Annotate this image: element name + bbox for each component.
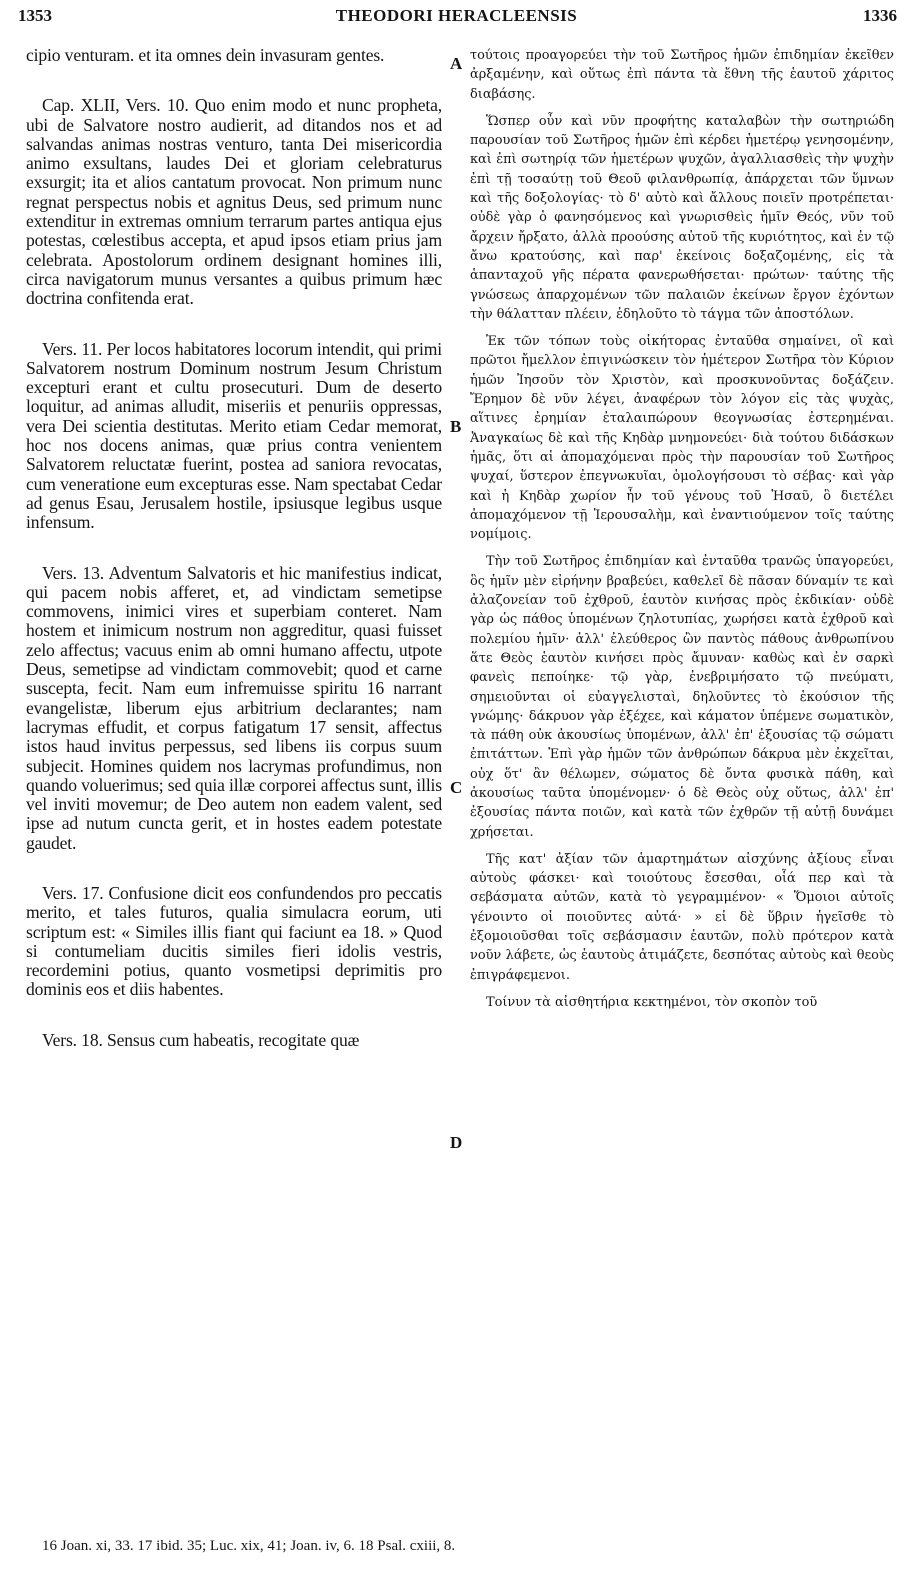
running-title: THEODORI HERACLEENSIS — [335, 6, 578, 25]
greek-paragraph: Τῆς κατ' ἀξίαν τῶν ἁμαρτημάτων αἰσχύνης ἀξίους εἶναι αὐτοὺς φάσκει· καὶ τοιούτους ἔσεσθαι, οἷά περ καὶ τὰ σεβάσματα αὐτῶν, κατὰ τὸ γεγραμμένον· « Ὅμοιοι αὐτοῖς γένοιντο οἱ ποιοῦντες αὐτά· » εἰ δὲ ὕβριν ἡγεῖσθε τὸ ἐξομοιοῦσθαι τοῖς σεβάσμασιν ἑαυτῶν, πολὺ πρότερον κατὰ νοῦν λάβετε, ὡς ἑαυτοὺς ἀτιμάζετε, δεσπότας αὐτοὺς καὶ θεοὺς ἐπιγράφεμενοι. — [470, 851, 894, 983]
latin-paragraph: Vers. 11. Per locos habitatores locorum intendit, qui primi Salvatorem nostrum Dominum nostrum Jesum Christum excepturi erant et cultu prosecuturi. Dum de deserto loquitur, ad animas alludit, miseriis et penuriis oppressas, vera Dei scientia destitutas. Merito etiam Cedar memorat, hoc nos docens animas, quæ prius contra venientem Salvatorem reluctatæ fuerint, postea ad saniora revocatas, cum veneratione eum excepturas esse. Nam spectabat Cedar ad genus Esau, Jerusalem hostile, ipsiusque legibus usque infensum. — [26, 338, 442, 533]
footnotes: 16 Joan. xi, 33. 17 ibid. 35; Luc. xix, 41; Joan. iv, 6. 18 Psal. cxiii, 8. — [42, 1538, 456, 1554]
margin-letter-d: D — [450, 1133, 463, 1152]
margin-letter-b: B — [450, 417, 462, 436]
greek-column — [470, 46, 894, 1012]
page-number-left: 1353 — [18, 6, 52, 25]
page-number-right: 1336 — [863, 6, 897, 25]
latin-paragraph: Vers. 17. Confusione dicit eos confundendos pro peccatis merito, et tales futuros, qualia simulacra eorum, uti scriptum est: « Similes illis fiant qui faciunt ea 18. » Quod si contumeliam ducitis similes fieri idolis vestris, recordemini potius, quanto vosmetipsi deprimitis pro dominis eos et diis habentes. — [26, 882, 442, 1000]
greek-paragraph: Ἐκ τῶν τόπων τοὺς οἰκήτορας ἐνταῦθα σημαίνει, οἳ καὶ πρῶτοι ἤμελλον ἐπιγινώσκειν τὸν ἡμέτερον Σωτῆρα τὸν Κύριον ἡμῶν Ἰησοῦν τὸν Χριστὸν, καὶ προσκυνοῦντας δοξάζειν. Ἔρημον δὲ νῦν λέγει, ἀναφέρων τὸν λόγον εἰς τὰς ψυχὰς, αἵτινες ἐρημίαν ἐταλαιπώρουν θεογνωσίας ἐστερημέναι. Ἀναγκαίως δὲ καὶ τῆς Κηδὰρ μνημονεύει· διὰ τούτου διδάσκων ἡμᾶς, ὅτι αἱ ἀπομαχόμεναι πρὸς τὴν παρουσίαν τοῦ Σωτῆρος ψυχαί, ὕστερον ἐπεγνωκυῖαι, ὁμολογήσουσι τὸ σέβας· καὶ γὰρ καὶ ἡ Κηδὰρ χωρίον ἦν τοῦ γένους τοῦ Ἡσαῦ, ὃ διετέλει ἀπομαχόμενον τῇ Ἱερουσαλὴμ, καὶ ἐναντιούμενον τοῖς ταύτης νομίμοις. — [470, 334, 894, 543]
margin-letter-c: C — [450, 778, 463, 797]
latin-paragraph: Vers. 13. Adventum Salvatoris et hic manifestius indicat, qui pacem nobis afferet, et, ad vindictam semetipse commovens, inimici vires et superbiam conteret. Nam hostem et inimicum nostrum non aggreditur, quasi fuisset zelo affectus; vacuus enim ab omni humano affectu, utpote Deus, semetipse ad vindictam commovebit; quod et carne suscepta, fecit. Nam eum infremuisse spiritu 16 narrant evangelistæ, liberum ejus arbitrium declarantes; nam lacrymas effudit, et corpus fatigatum 17 sensit, affectus istos haud invitus perpessus, sed libens iis corpus suum subjecit. Homines quidem nos lacrymas profundimus, non quando voluerimus; sed quia illæ corporei affectus sunt, illis vel inviti movemur; de Deo autem non eadem valent, sed ipse ad nutum cuncta gerit, et in hostes eadem potestate gaudet. — [26, 562, 442, 853]
margin-letter-a: A — [450, 54, 463, 73]
latin-paragraph: Cap. XLII, Vers. 10. Quo enim modo et nunc propheta, ubi de Salvatore nostro audierit, ad ditandos nos et ad salvandas animas nostras venturo, tanta Dei misericordia animo exsultans, laudes Dei et gloriam celebraturus exsurgit; ita et alios cantatum provocat. Non primum nunc regnat perspectus nobis et agnitus Deus, sed primum nunc extenditur in extremas omnium terrarum partes antiqua ejus potestas, cœlestibus accepta, et apud ipsos etiam prius jam celebrata. Apostolorum ordinem designant homines illi, circa navigatorum munus versantes a quibus primum hæc doctrina confitenda erat. — [26, 95, 442, 309]
greek-paragraph: Τοίνυν τὰ αἰσθητήρια κεκτημένοι, τὸν σκοπὸν τοῦ — [486, 994, 818, 1010]
latin-column — [26, 46, 442, 1050]
greek-paragraph: Τὴν τοῦ Σωτῆρος ἐπιδημίαν καὶ ἐνταῦθα τρανῶς ὑπαγορεύει, ὃς ἡμῖν μὲν εἰρήνην βραβεύει, καθελεῖ δὲ πᾶσαν δύναμίν τε καὶ ἀλαζονείαν τοῦ ἐχθροῦ, ἑαυτὸν κινήσας πρὸς ἐκδικίαν· οὐδὲ γὰρ ὡς πάθος ὑπομένων ζηλοτυπίας, χωρήσει κατὰ ἐχθροῦ καὶ πολεμίου ἡμῖν· ἀλλ' ἐλεύθερος ὢν παντὸς πάθους ἀνθρωπίνου ἅτε Θεὸς ἑαυτὸν κινήσει πρὸς ἄμυναν· καθὼς καὶ ἐν σαρκὶ φανεὶς πεποίηκε· τῷ γὰρ, ἐνεβριμήσατο τῷ πνεύματι, σημειοῦνται οἱ εὐαγγελισταὶ, δηλοῦντες τὸ ἑκούσιον τῆς γνώμης· δάκρυον γὰρ ἐξέχεε, καὶ κάματον ὑπέμενε σωματικὸν, τὰ πάθη οὐκ ἀκουσίως ὑπομένων, ἀλλ' ἐπ' ἐξουσίας τῷ σώματι ἐπιτάττων. Ἐπὶ γὰρ ἡμῶν τῶν ἀνθρώπων δάκρυα μὲν ἐκχεῖται, οὐχ ὅτ' ἂν θέλωμεν, σώματος δὲ ὄντα φυσικὰ πάθη, καὶ ἀκουσίως ταῦτα ὑπομένομεν· ὁ δὲ Θεὸς οὐχ οὕτως, ἀλλ' ἐπ' ἐξουσίας πάντα ποιῶν, καὶ κατὰ τῶν ἐχθρῶν τῇ αὐτῇ δυνάμει χρήσεται. — [470, 554, 894, 840]
latin-paragraph: cipio venturam. et ita omnes dein invasuram gentes. — [26, 45, 385, 65]
latin-paragraph: Vers. 18. Sensus cum habeatis, recogitate quæ — [42, 1029, 360, 1050]
greek-paragraph: τούτοις προαγορεύει τὴν τοῦ Σωτῆρος ἡμῶν ἐπιδημίαν ἐκεῖθεν ἀρξαμένην, καὶ οὕτως ἐπὶ πάντα τὰ ἔθνη τῆς ἑαυτοῦ χάριτος διαβάσης. — [470, 48, 894, 102]
greek-paragraph: Ὥσπερ οὖν καὶ νῦν προφήτης καταλαβὼν τὴν σωτηριώδη παρουσίαν τοῦ Σωτῆρος ἡμῶν ἐπὶ κέρδει ἡμετέρῳ γενησομένην, καὶ ἐπὶ σωτηρίᾳ τῶν ἡμετέρων ψυχῶν, ἀγαλλιασθεὶς τὴν ψυχὴν ἐπὶ τῇ τοσαύτῃ τοῦ Θεοῦ φιλανθρωπίᾳ, ἀπάρχεται τῶν ὕμνων καὶ τῆς δοξολογίας· τὸ δ' αὐτὸ καὶ ἄλλους ποιεῖν προτρέπεται· οὐδὲ γὰρ ὁ φανησόμενος καὶ γνωρισθεὶς ἡμῖν Θεός, νῦν τοῦ ἄρχειν ἤρξατο, ἀλλὰ προούσης αὐτοῦ τῆς κυριότητος, καὶ ἐν τῷ ἄνω κρατούσης, καὶ παρ' ἐκείνοις δοξαζομένης, εἰς τὰ ἁπανταχοῦ γῆς πέρατα φανερωθήσεται· πρώτων· ταύτης τῆς γνώσεως ἀπαρχομένων τῶν παλαιῶν ἐκείνων ἔργον ἐχόντων τὴν θάλατταν πλέειν, ἐδηλοῦτο τὸ τάγμα τῶν ἀποστόλων. — [470, 113, 894, 322]
